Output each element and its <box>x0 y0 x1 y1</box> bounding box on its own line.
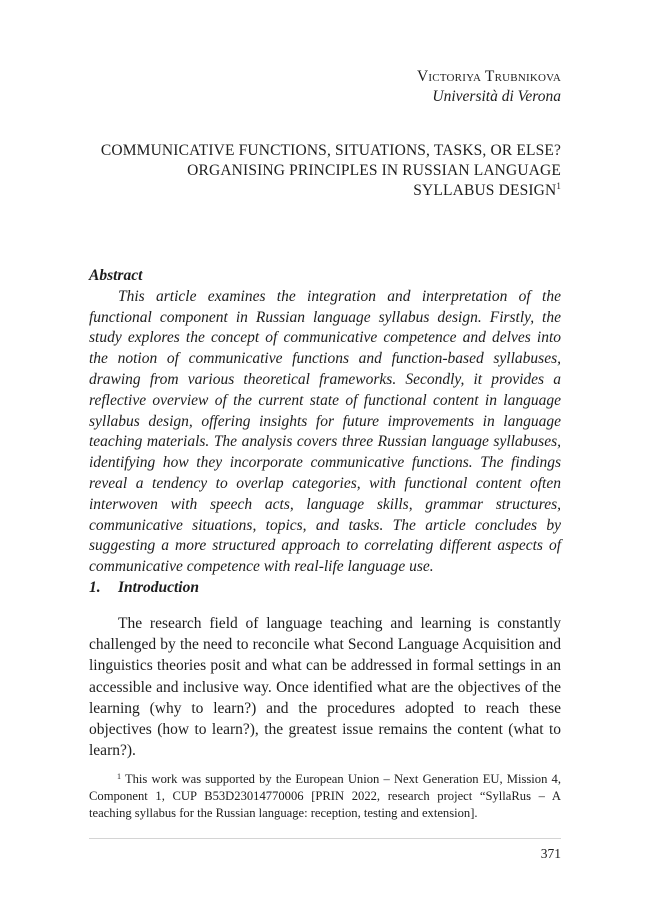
page-number: 371 <box>540 846 561 861</box>
abstract-heading: Abstract <box>89 267 143 284</box>
footnote-mark: 1 <box>117 772 121 781</box>
title-line-1: COMMUNICATIVE FUNCTIONS, SITUATIONS, TASKS, OR ELSE? <box>100 142 561 159</box>
author-name: Victoriya Trubnikova <box>417 68 561 85</box>
footnote <box>89 771 561 822</box>
section-title: Introduction <box>118 579 199 596</box>
title-line-2: ORGANISING PRINCIPLES IN RUSSIAN LANGUAGE <box>187 162 561 179</box>
section-heading <box>89 578 199 598</box>
footer-divider <box>89 838 561 839</box>
abstract-section <box>89 266 561 578</box>
author-block <box>417 67 561 107</box>
intro-paragraph: The research field of language teaching and learning is constantly challenged by the need to reconcile what Second Language Acquisition and linguistics theories posit and what can be addressed in formal settings in an accessible and inclusive way. Once identified what are the objectives of the learning (why to learn?) and the procedures adopted to reach these objectives (how to learn?), the greatest issue remains the content (what to learn?). <box>89 615 561 760</box>
article-title <box>80 141 561 201</box>
title-line-3: SYLLABUS DESIGN <box>413 182 557 199</box>
abstract-text: This article examines the integration and interpretation of the functional component in Russian language syllabus design. Firstly, the study explores the concept of communicative competence and delves into the notion of communicative functions and function-based syllabuses, drawing from various theoretical frameworks. Secondly, it provides a reflective overview of the current state of functional content in language syllabus design, offering insights for future improvements in language teaching materials. The analysis covers three Russian language syllabuses, identifying how they incorporate communicative functions. The findings reveal a tendency to overlap categories, with functional content often interwoven with speech acts, language skills, grammar structures, communicative situations, topics, and tasks. The article concludes by suggesting a more structured approach to correlating different aspects of communicative competence with real-life language use. <box>89 287 561 576</box>
section-number: 1. <box>89 579 101 596</box>
author-affiliation: Università di Verona <box>432 88 561 105</box>
footnote-text: This work was supported by the European Union – Next Generation EU, Mission 4, Component 1, CUP B53D23014770006 [PRIN 2022, research project “SyllaRus – A teaching syllabus for the Russian language: reception, testing and extension]. <box>89 772 561 820</box>
title-footnote-mark[interactable]: 1 <box>556 181 561 191</box>
